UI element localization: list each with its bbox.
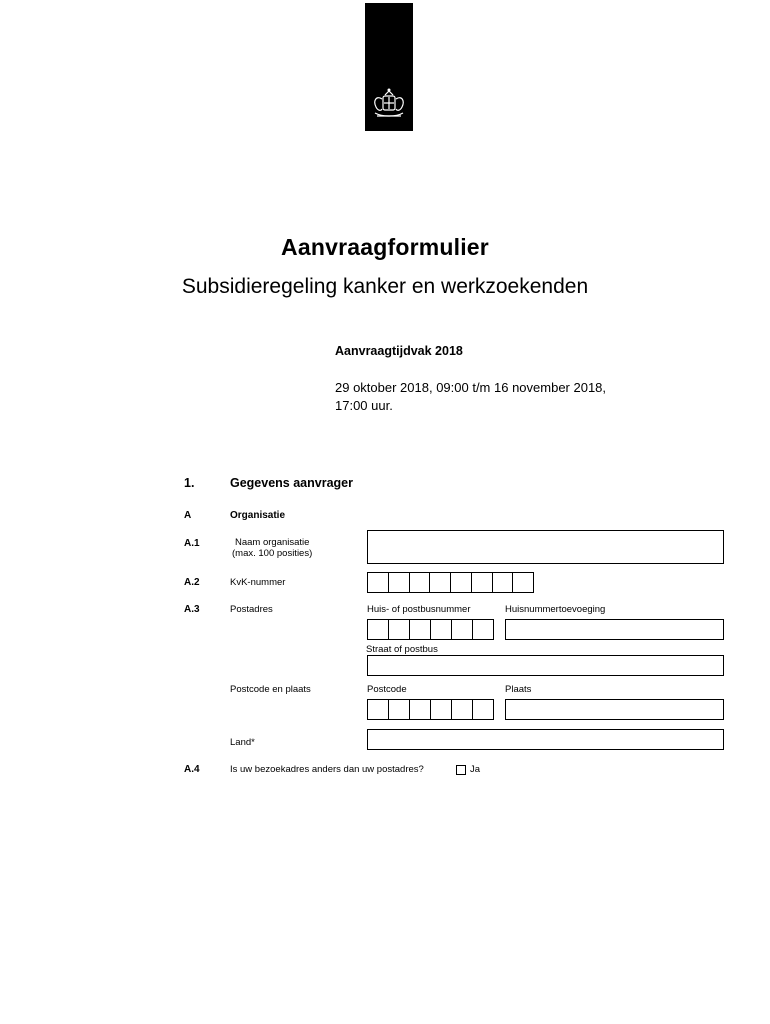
house-number-label: Huis- of postbusnummer [367,604,471,615]
a4-code: A.4 [184,764,200,775]
section-number: 1. [184,476,195,490]
postcode-city-label: Postcode en plaats [230,684,311,695]
a3-label: Postadres [230,604,273,615]
street-label: Straat of postbus [366,644,438,655]
section-title: Gegevens aanvrager [230,476,353,490]
city-field[interactable] [505,699,724,720]
visit-address-checkbox[interactable] [456,765,466,775]
coat-of-arms-icon [370,87,408,121]
logo-bar [365,3,413,131]
period-text [335,379,665,415]
a4-question: Is uw bezoekadres anders dan uw postadres? [230,764,424,775]
postcode-field[interactable] [367,699,494,720]
city-label: Plaats [505,684,532,695]
organisation-name-field[interactable] [367,530,724,564]
country-field[interactable] [367,729,724,750]
kvk-number-field[interactable] [367,572,534,593]
period-text-line1: 29 oktober 2018, 09:00 t/m 16 november 2018, [335,380,607,395]
house-addition-label: Huisnummertoevoeging [505,604,606,615]
a1-code: A.1 [184,538,200,549]
visit-address-option-label: Ja [470,764,481,775]
postcode-label: Postcode [367,684,407,695]
page-title: Aanvraagformulier [281,234,489,260]
period-label: Aanvraagtijdvak 2018 [335,344,463,358]
a1-label-line2: (max. 100 posities) [232,548,313,559]
country-label: Land* [230,737,255,748]
subsection-code: A [184,510,192,521]
street-field[interactable] [367,655,724,676]
a2-code: A.2 [184,577,200,588]
subsection-title: Organisatie [230,510,286,521]
a2-label: KvK-nummer [230,577,286,588]
a3-code: A.3 [184,604,200,615]
a1-label-line1: Naam organisatie [235,537,310,548]
period-text-line2: 17:00 uur. [335,398,393,413]
house-addition-field[interactable] [505,619,724,640]
house-number-field[interactable] [367,619,494,640]
a1-label [232,537,312,559]
page-subtitle: Subsidieregeling kanker en werkzoekenden [181,275,589,298]
